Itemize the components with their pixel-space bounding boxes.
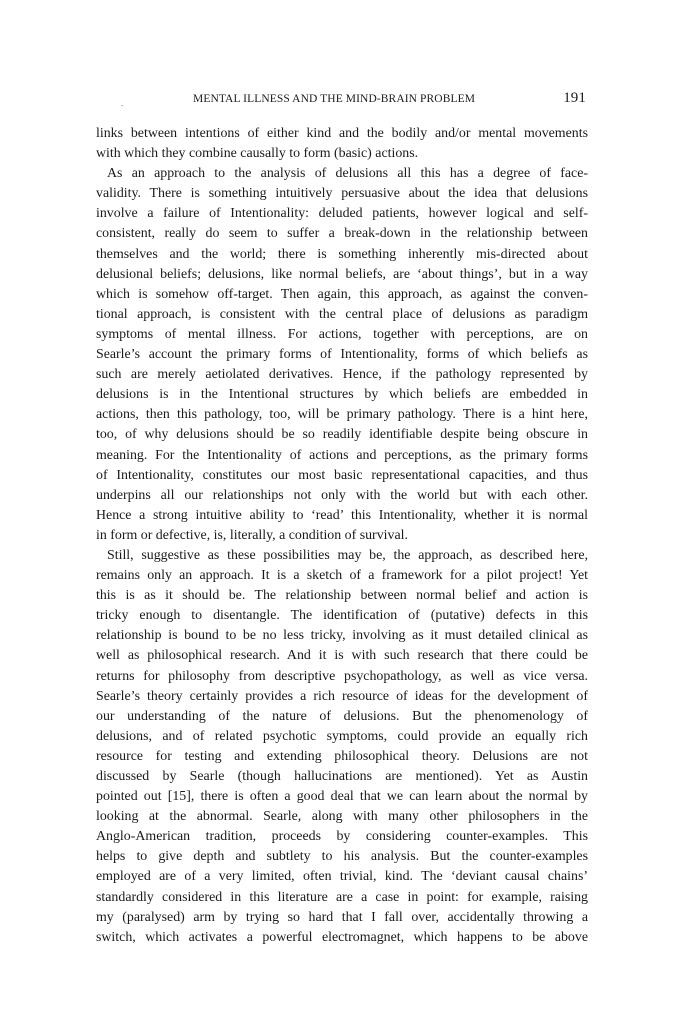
text-line: meaning. For the Intentionality of actions and perceptions, as the primary forms [96, 447, 588, 463]
running-head [96, 90, 588, 110]
page-number: 191 [563, 90, 586, 106]
text-line: delusions, and of related psychotic symptoms, could provide an equally rich [96, 728, 588, 744]
text-line: of Intentionality, constitutes our most basic representational capacities, and thus [96, 467, 588, 483]
text-line: actions, then this pathology, too, will be primary pathology. There is a hint here, [96, 407, 588, 423]
text-line: such are merely aetiolated derivatives. Hence, if the pathology represented by [96, 367, 588, 383]
text-line: switch, which activates a powerful electromagnet, which happens to be above [96, 929, 588, 945]
running-head-title: MENTAL ILLNESS AND THE MIND-BRAIN PROBLEM [193, 93, 476, 105]
text-line: links between intentions of either kind and the bodily and/or mental movements [96, 126, 588, 141]
text-line: with which they combine causally to form (basic) actions. [96, 146, 419, 162]
text-line: delusional beliefs; delusions, like normal beliefs, are ‘about things’, but in a way [96, 266, 588, 282]
text-line: our understanding of the nature of delusions. But the phenomenology of [96, 708, 588, 724]
text-line: Searle’s theory certainly provides a rich resource of ideas for the development of [96, 688, 588, 704]
text-line: tional approach, is consistent with the central place of delusions as paradigm [96, 306, 588, 322]
text-line: tricky enough to disentangle. The identification of (putative) defects in this [96, 608, 588, 624]
text-line: Hence a strong intuitive ability to ‘read’ this Intentionality, whether it is normal [96, 507, 588, 523]
text-line: helps to give depth and subtlety to his analysis. But the counter-examples [96, 849, 588, 865]
text-line: well as philosophical research. And it is with such research that there could be [96, 648, 588, 664]
text-line: themselves and the world; there is something inherently mis-directed about [96, 246, 588, 262]
text-line: Searle’s account the primary forms of Intentionality, forms of which beliefs as [96, 347, 588, 363]
text-line: employed are of a very limited, often trivial, kind. The ‘deviant causal chains’ [96, 869, 588, 885]
paper-speck [121, 105, 123, 106]
text-line: underpins all our relationships not only with the world but with each other. [96, 487, 588, 503]
text-line: validity. There is something intuitively persuasive about the idea that delusions [96, 186, 588, 202]
text-line: discussed by Searle (though hallucinations are mentioned). Yet as Austin [96, 769, 588, 784]
text-line: symptoms of mental illness. For actions, together with perceptions, are on [96, 326, 588, 342]
text-line: involve a failure of Intentionality: deluded patients, however logical and self- [96, 206, 588, 222]
text-line: this is as it should be. The relationship between normal belief and action is [96, 588, 588, 604]
text-line: pointed out [15], there is often a good deal that we can learn about the normal by [96, 789, 588, 805]
text-line: Still, suggestive as these possibilities may be, the approach, as described here, [107, 547, 588, 563]
body-text [96, 124, 588, 948]
text-line: too, of why delusions should be so readily identifiable despite being obscure in [96, 427, 588, 443]
text-line: which is somehow off-target. Then again, this approach, as against the conven- [96, 286, 588, 302]
text-line: consistent, really do seem to suffer a break-down in the relationship between [96, 226, 588, 242]
text-line: relationship is bound to be no less tricky, involving as it must detailed clinical as [96, 628, 588, 644]
text-line: standardly considered in this literature are a case in point: for example, raising [96, 889, 588, 905]
text-line: delusions is in the Intentional structures by which beliefs are embedded in [96, 387, 588, 403]
text-line: resource for testing and extending philosophical theory. Delusions are not [96, 748, 588, 764]
text-line: As an approach to the analysis of delusions all this has a degree of face- [107, 166, 588, 182]
text-line: returns for philosophy from descriptive psychopathology, as well as vice versa. [96, 668, 588, 684]
text-line: my (paralysed) arm by trying so hard that I fall over, accidentally throwing a [96, 909, 588, 925]
text-line: Anglo-American tradition, proceeds by considering counter-examples. This [96, 829, 588, 845]
text-line: looking at the abnormal. Searle, along with many other philosophers in the [96, 809, 588, 825]
text-line: in form or defective, is, literally, a condition of survival. [96, 527, 408, 543]
text-line: remains only an approach. It is a sketch of a framework for a pilot project! Yet [96, 568, 588, 584]
